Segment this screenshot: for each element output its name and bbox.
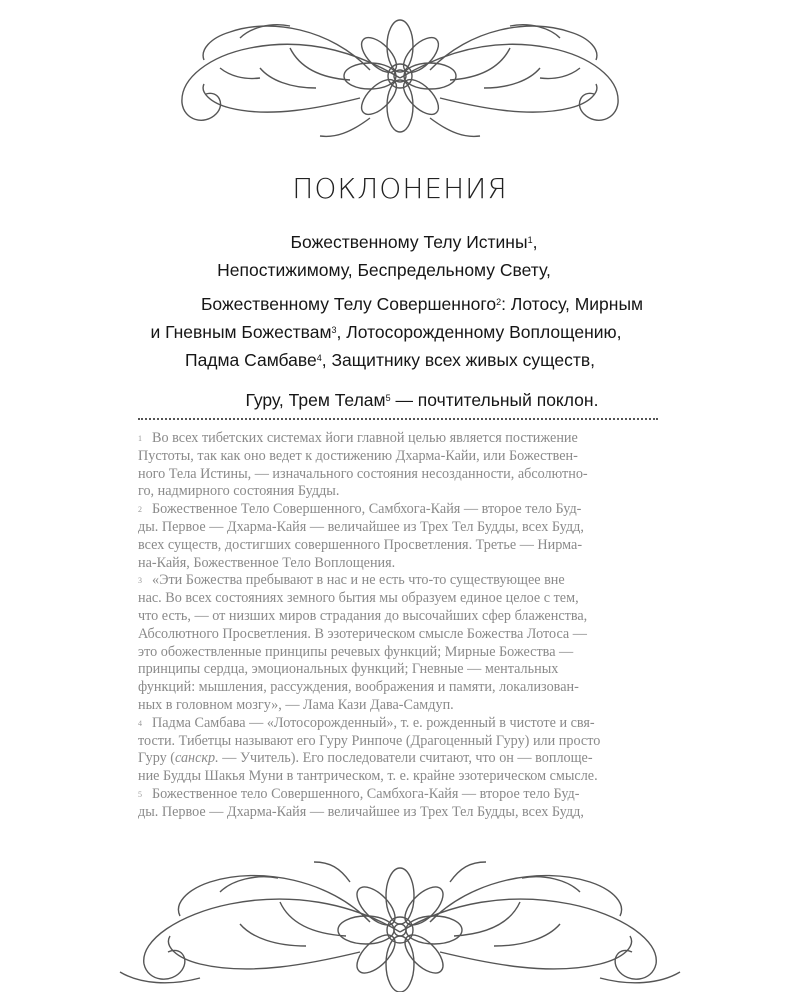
footnote-text: Падма Самбава — «Лотосорожденный», т. е. рожденный в чистоте и свя- <box>152 714 595 731</box>
footnote-text: принципы сердца, эмоциональных функций; Гневные — ментальных <box>138 661 559 678</box>
footnote-text: Пустоты, так как оно ведет к достижению Дхарма-Кайи, или Божествен- <box>138 447 578 464</box>
footnote-number: 2 <box>138 505 142 515</box>
footnote-text: Гуру ( <box>138 750 176 767</box>
invocation-line: , Лотосорожденному Воплощению, <box>336 322 622 342</box>
footnote-5 <box>138 786 656 822</box>
footnote-1 <box>138 430 656 501</box>
invocation-punct: , <box>532 232 538 252</box>
footnote-text: ды. Первое — Дхарма-Кайя — величайшее из Трех Тел Будды, всех Будд, <box>138 803 584 820</box>
footnote-text: на-Кайя, Божественное Тело Воплощения. <box>138 554 396 571</box>
invocation-line: Божественному Телу Совершенного <box>200 294 497 314</box>
footnote-text: Во всех тибетских системах йоги главной целью является постижение <box>152 430 578 446</box>
invocation-line: Божественному Телу Истины <box>290 232 528 252</box>
invocation-line: Падма Самбаве <box>184 350 317 370</box>
footnotes <box>138 430 656 822</box>
footnote-text: что есть, — от низших миров страдания до высочайших сфер блаженства, <box>138 607 588 624</box>
invocation-line: — почтительный поклон. <box>390 390 599 410</box>
footnote-number: 5 <box>138 789 142 799</box>
footnote-text: всех существ, достигших совершенного Просветления. Третье — Нирма- <box>138 536 583 553</box>
footnote-2 <box>138 501 656 572</box>
footnote-text: ного Тела Истины, — изначального состояния несозданности, абсолютно- <box>138 465 588 482</box>
footnote-ref: 4 <box>316 353 322 363</box>
footnote-text: «Эти Божества пребывают в нас и не есть что-то существующее вне <box>152 572 565 589</box>
invocation-line: Гуру, Трем Телам <box>245 390 386 410</box>
footnote-text: Божественное тело Совершенного, Самбхога-Кайя — второе тело Буд- <box>152 785 580 802</box>
footnote-ref: 5 <box>385 393 391 403</box>
invocation-line: , Защитнику всех живых существ, <box>321 350 596 370</box>
footnote-4 <box>138 715 656 786</box>
footnote-ref: 1 <box>527 235 533 245</box>
footnote-text: — Учитель). Его последователи считают, что он — воплоще- <box>218 750 593 767</box>
footnote-text: го, надмирного состояния Будды. <box>138 483 340 500</box>
invocation-stanza-1 <box>0 228 800 284</box>
footnote-text: Абсолютного Просветления. В эзотерическом смысле Божества Лотоса — <box>138 625 587 642</box>
invocation-line: Непостижимому, Беспредельному Свету, <box>217 260 551 280</box>
dotted-divider <box>138 418 658 420</box>
footnote-text: ды. Первое — Дхарма-Кайя — величайшее из Трех Тел Будды, всех Будд, <box>138 518 584 535</box>
invocation-stanza-2 <box>0 290 800 374</box>
footnote-text: это обожествленные принципы речевых функций; Мирные Божества — <box>138 643 574 660</box>
footnote-text: ных в головном мозгу», — Лама Кази Дава-Самдуп. <box>138 696 454 713</box>
footnote-text: ние Будды Шакья Муни в тантрическом, т. е. крайне эзотерическом смысле. <box>138 768 598 785</box>
footnote-text: тости. Тибетцы называют его Гуру Ринпоче (Драгоценный Гуру) или просто <box>138 732 601 749</box>
floral-ornament-bottom <box>100 852 700 992</box>
invocation-line: : Лотосу, Мирным <box>501 294 644 314</box>
footnote-italic-term: санскр. <box>175 750 219 767</box>
footnote-number: 1 <box>138 434 142 443</box>
footnote-text: нас. Во всех состояниях земного бытия мы образуем единое целое с тем, <box>138 590 579 607</box>
footnote-ref: 2 <box>496 297 502 307</box>
footnote-number: 4 <box>138 718 142 728</box>
footnote-ref: 3 <box>331 325 337 335</box>
invocation-line: и Гневным Божествам <box>150 322 332 342</box>
footnote-text: Божественное Тело Совершенного, Самбхога-Кайя — второе тело Буд- <box>152 501 582 518</box>
footnote-number: 3 <box>138 576 142 586</box>
footnote-text: функций: мышления, рассуждения, воображения и памяти, локализован- <box>138 679 579 696</box>
page-title: ПОКЛОНЕНИЯ <box>292 172 508 205</box>
floral-ornament-top <box>120 8 680 148</box>
footnote-3 <box>138 572 656 714</box>
invocation-stanza-3 <box>0 386 800 414</box>
